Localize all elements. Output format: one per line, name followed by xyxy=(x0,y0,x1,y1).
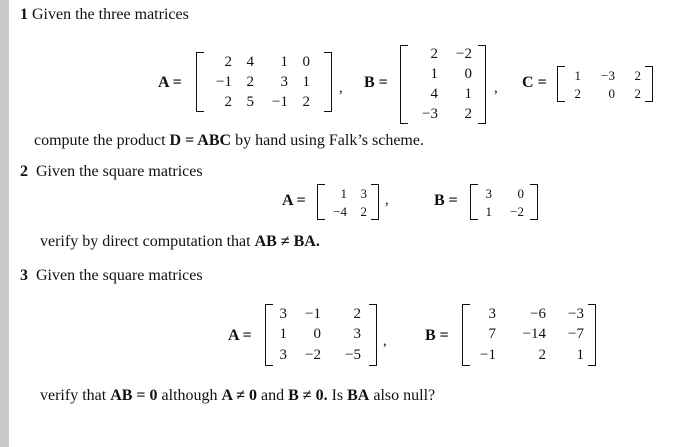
problem-2-task: verify by direct computation that AB ≠ BA. xyxy=(40,233,320,250)
matrix-cell: −4 xyxy=(333,203,347,219)
comma: , xyxy=(494,80,498,96)
p2-matrix-a-label: A = xyxy=(282,192,306,209)
matrix-cell: −3 xyxy=(422,105,438,122)
p1-matrix-a-label: A = xyxy=(158,74,182,91)
matrix-cell: 0 xyxy=(517,185,524,201)
problem-3-heading xyxy=(20,267,203,285)
problem-3-number: 3 xyxy=(20,267,28,284)
matrix-cell: 2 xyxy=(224,53,232,70)
matrix-cell: 4 xyxy=(430,85,438,102)
problem-1-number: 1 xyxy=(20,6,28,23)
matrix-cell: −1 xyxy=(272,93,288,110)
problem-2-intro: Given the square matrices xyxy=(36,163,203,180)
matrix-cell: 1 xyxy=(340,185,347,201)
problem-1-heading xyxy=(20,6,189,24)
p3-matrix-b-label: B = xyxy=(425,327,449,344)
matrix-cell: −1 xyxy=(305,305,321,322)
matrix-cell: −2 xyxy=(510,203,524,219)
matrix-cell: 2 xyxy=(224,93,232,110)
matrix-cell: 7 xyxy=(488,326,496,343)
matrix-cell: 1 xyxy=(464,85,472,102)
p1-matrix-a xyxy=(196,52,332,112)
matrix-cell: 3 xyxy=(485,185,492,201)
matrix-cell: 3 xyxy=(488,305,496,322)
matrix-cell: 1 xyxy=(485,203,492,219)
matrix-cell: 2 xyxy=(538,347,546,364)
matrix-cell: 2 xyxy=(634,67,641,83)
p2-matrix-b xyxy=(470,184,538,220)
p3-matrix-a-label: A = xyxy=(228,327,252,344)
matrix-cell: 2 xyxy=(464,105,472,122)
matrix-cell: 2 xyxy=(353,305,361,322)
matrix-cell: 1 xyxy=(574,67,581,83)
matrix-cell: 3 xyxy=(353,326,361,343)
p1-matrix-b xyxy=(400,45,486,124)
problem-1-intro: Given the three matrices xyxy=(32,6,189,23)
matrix-cell: −2 xyxy=(456,46,472,63)
matrix-cell: 0 xyxy=(302,53,310,70)
p3-matrix-b xyxy=(462,304,596,366)
matrix-cell: 5 xyxy=(246,93,254,110)
matrix-cell: 2 xyxy=(302,93,310,110)
matrix-cell: 2 xyxy=(634,85,641,101)
matrix-cell: 2 xyxy=(360,203,367,219)
matrix-cell: 0 xyxy=(464,66,472,83)
matrix-cell: 0 xyxy=(608,85,615,101)
comma: , xyxy=(383,333,387,349)
matrix-cell: 0 xyxy=(313,326,321,343)
matrix-cell: 3 xyxy=(360,185,367,201)
p1-matrix-c-label: C = xyxy=(522,74,547,91)
matrix-cell: −6 xyxy=(530,305,546,322)
matrix-cell: −1 xyxy=(480,347,496,364)
matrix-cell: 3 xyxy=(279,347,287,364)
p3-matrix-a xyxy=(265,304,377,366)
matrix-cell: −3 xyxy=(568,305,584,322)
problem-3-task: verify that AB = 0 although A ≠ 0 and B ≠ 0. Is BA also null? xyxy=(40,387,436,404)
p1-matrix-b-label: B = xyxy=(364,74,388,91)
matrix-cell: 4 xyxy=(246,53,254,70)
problem-2-heading xyxy=(20,163,203,181)
comma: , xyxy=(339,80,343,96)
problem-3-intro: Given the square matrices xyxy=(36,267,203,284)
p2-matrix-a xyxy=(317,184,379,220)
matrix-cell: −7 xyxy=(568,326,584,343)
matrix-cell: −2 xyxy=(305,347,321,364)
matrix-cell: 1 xyxy=(430,66,438,83)
p1-matrix-c xyxy=(557,66,653,102)
matrix-cell: −1 xyxy=(216,73,232,90)
problem-1-task: compute the product D = ABC by hand using Falk’s scheme. xyxy=(34,132,424,149)
p2-matrix-b-label: B = xyxy=(434,192,458,209)
comma: , xyxy=(385,192,389,208)
matrix-cell: −14 xyxy=(522,326,546,343)
matrix-cell: −3 xyxy=(601,67,615,83)
matrix-cell: 1 xyxy=(302,73,310,90)
left-margin-bar xyxy=(0,0,9,447)
matrix-cell: 2 xyxy=(430,46,438,63)
matrix-cell: 3 xyxy=(280,73,288,90)
matrix-cell: 1 xyxy=(280,53,288,70)
problem-2-number: 2 xyxy=(20,163,28,180)
matrix-cell: −5 xyxy=(345,347,361,364)
matrix-cell: 2 xyxy=(574,85,581,101)
matrix-cell: 2 xyxy=(246,73,254,90)
matrix-cell: 3 xyxy=(279,305,287,322)
matrix-cell: 1 xyxy=(279,326,287,343)
matrix-cell: 1 xyxy=(576,347,584,364)
